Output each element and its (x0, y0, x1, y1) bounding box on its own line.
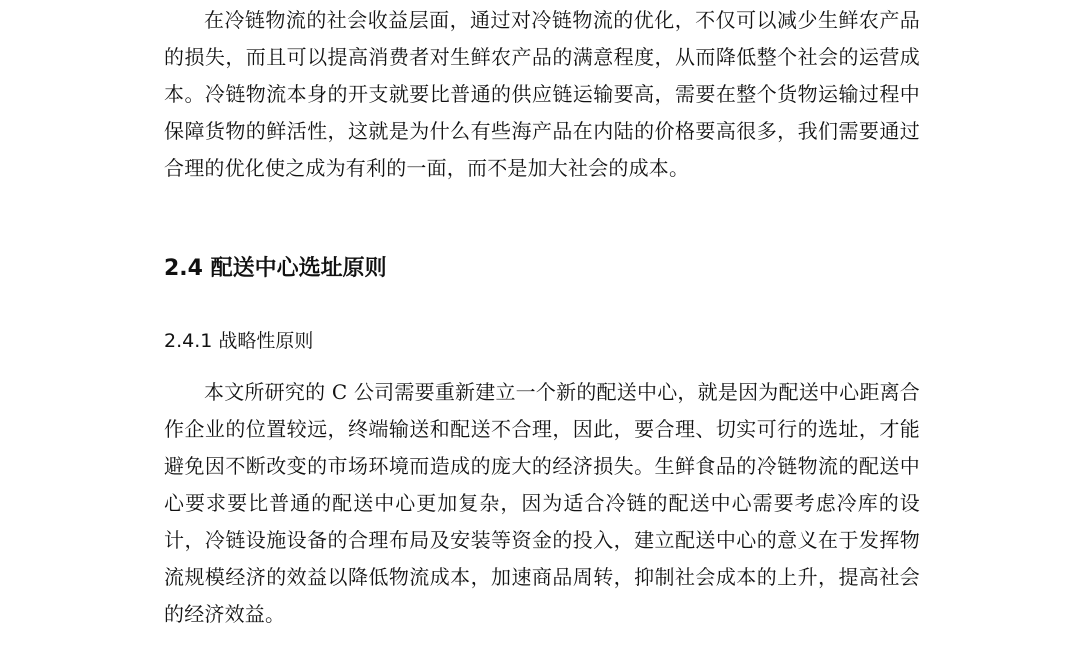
paragraph-strategic-principle: 本文所研究的 C 公司需要重新建立一个新的配送中心，就是因为配送中心距离合作企业的位置较远，终端输送和配送不合理，因此，要合理、切实可行的选址，才能避免因不断改变的市场环境而造成的庞大的经济损失。生鲜食品的冷链物流的配送中心要求要比普通的配送中心更加复杂，因为适合冷链的配送中心需要考虑冷库的设计，冷链设施设备的合理布局及安装等资金的投入，建立配送中心的意义在于发挥物流规模经济的效益以降低物流成本，加速商品周转，抑制社会成本的上升，提高社会的经济效益。 (164, 380, 920, 626)
subsection-heading: 2.4.1 战略性原则 (164, 330, 314, 352)
section-heading: 2.4 配送中心选址原则 (164, 256, 387, 281)
paragraph-social-benefit: 在冷链物流的社会收益层面，通过对冷链物流的优化，不仅可以减少生鲜农产品的损失，而且可以提高消费者对生鲜农产品的满意程度，从而降低整个社会的运营成本。冷链物流本身的开支就要比普通的供应链运输要高，需要在整个货物运输过程中保障货物的鲜活性，这就是为什么有些海产品在内陆的价格要高很多，我们需要通过合理的优化使之成为有利的一面，而不是加大社会的成本。 (164, 8, 920, 180)
